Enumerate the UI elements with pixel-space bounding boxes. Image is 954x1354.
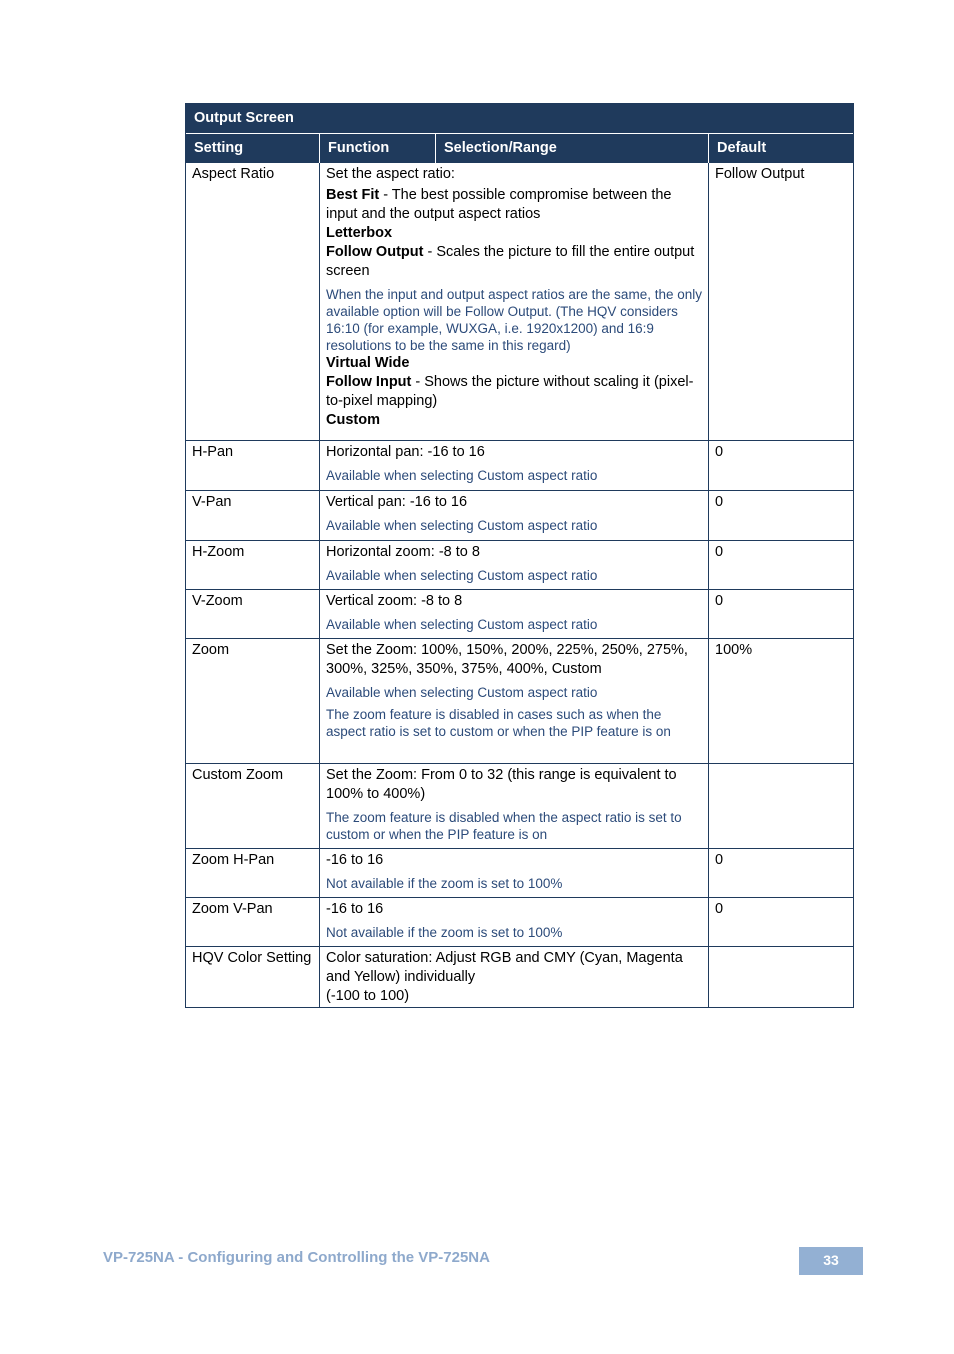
setting-cell: HQV Color Setting [192, 950, 312, 966]
default-cell: 0 [708, 898, 853, 946]
option-follow-input [326, 373, 702, 411]
option-follow-output [326, 243, 702, 281]
setting-cell: Zoom V-Pan [192, 901, 273, 917]
default-cell: 0 [708, 590, 853, 638]
option-best-fit [326, 186, 702, 224]
function-cell [319, 764, 708, 848]
note-text: The zoom feature is disabled in cases such as when the aspect ratio is set to custom or when the PIP feature is on [326, 707, 671, 739]
default-cell: 0 [708, 849, 853, 897]
note-text: Available when selecting Custom aspect ratio [326, 468, 598, 483]
note-text: Not available if the zoom is set to 100% [326, 876, 563, 891]
default-cell [708, 764, 853, 848]
page-number: 33 [799, 1247, 863, 1275]
function-text: Set the Zoom: From 0 to 32 (this range is equivalent to 100% to 400%) [326, 767, 677, 802]
table-row [186, 589, 853, 638]
note-text: Not available if the zoom is set to 100% [326, 925, 563, 940]
function-cell [319, 541, 708, 589]
function-cell [319, 590, 708, 638]
note-text: When the input and output aspect ratios are the same, the only available option will be Follow Output. (The HQV considers 16:10 (for example, WUXGA, i.e. 1920x1200) and 16:9 resolutions to be the same in this regard) [326, 287, 702, 353]
option-desc: - Scales the picture to fill the entire output screen [326, 244, 695, 279]
default-cell: Follow Output [708, 163, 853, 440]
option-desc: - Shows the picture without scaling it (pixel-to-pixel mapping) [326, 374, 694, 409]
table-caption: Output Screen [186, 104, 853, 134]
option-desc: - The best possible compromise between the input and the output aspect ratios [326, 187, 672, 222]
header-default: Default [708, 134, 853, 163]
function-text: (-100 to 100) [326, 988, 410, 1004]
function-text: Set the aspect ratio: [326, 166, 455, 182]
table-row [186, 848, 853, 897]
default-cell: 100% [708, 639, 853, 763]
table-row [186, 440, 853, 490]
setting-cell: Zoom [192, 642, 230, 658]
default-cell: 0 [708, 441, 853, 490]
setting-cell: V-Pan [192, 494, 232, 510]
function-cell [319, 849, 708, 897]
function-cell [319, 163, 708, 440]
table-row [186, 163, 853, 440]
function-text: Color saturation: Adjust RGB and CMY (Cyan, Magenta and Yellow) individually [326, 950, 683, 985]
setting-cell: Custom Zoom [192, 767, 284, 783]
note-text: The zoom feature is disabled when the aspect ratio is set to custom or when the PIP feature is on [326, 810, 682, 842]
table-row [186, 763, 853, 848]
function-text: -16 to 16 [326, 901, 384, 917]
table-row [186, 638, 853, 763]
header-function: Function [319, 134, 435, 163]
header-selection-range: Selection/Range [435, 134, 708, 163]
function-cell [319, 947, 708, 1007]
table-header-row [186, 134, 853, 163]
option-custom: Custom [326, 412, 380, 428]
option-label: Follow Input [326, 374, 412, 390]
table-row [186, 540, 853, 589]
option-letterbox: Letterbox [326, 225, 393, 241]
note-text: Available when selecting Custom aspect ratio [326, 685, 598, 700]
default-cell: 0 [708, 491, 853, 540]
option-label: Best Fit [326, 187, 380, 203]
function-cell [319, 898, 708, 946]
function-text: -16 to 16 [326, 852, 384, 868]
function-cell [319, 639, 708, 763]
function-text: Vertical zoom: -8 to 8 [326, 593, 463, 609]
table-row [186, 490, 853, 540]
table-row [186, 946, 853, 1007]
note-text: Available when selecting Custom aspect ratio [326, 617, 598, 632]
setting-cell: V-Zoom [192, 593, 243, 609]
option-virtual-wide: Virtual Wide [326, 355, 410, 371]
note-text: Available when selecting Custom aspect ratio [326, 568, 598, 583]
function-text: Vertical pan: -16 to 16 [326, 494, 468, 510]
footer-title: VP-725NA - Configuring and Controlling the VP-725NA [103, 1249, 490, 1266]
option-label: Follow Output [326, 244, 424, 260]
output-screen-table [185, 103, 854, 1008]
setting-cell: H-Pan [192, 444, 234, 460]
function-text: Horizontal pan: -16 to 16 [326, 444, 485, 460]
default-cell: 0 [708, 541, 853, 589]
setting-cell: Zoom H-Pan [192, 852, 275, 868]
function-text: Set the Zoom: 100%, 150%, 200%, 225%, 250%, 275%, 300%, 325%, 350%, 375%, 400%, Custom [326, 642, 688, 677]
setting-cell: Aspect Ratio [192, 166, 275, 182]
default-cell [708, 947, 853, 1007]
header-setting: Setting [194, 140, 244, 156]
setting-cell: H-Zoom [192, 544, 245, 560]
note-text: Available when selecting Custom aspect ratio [326, 518, 598, 533]
function-cell [319, 441, 708, 490]
function-text: Horizontal zoom: -8 to 8 [326, 544, 480, 560]
table-row [186, 897, 853, 946]
function-cell [319, 491, 708, 540]
